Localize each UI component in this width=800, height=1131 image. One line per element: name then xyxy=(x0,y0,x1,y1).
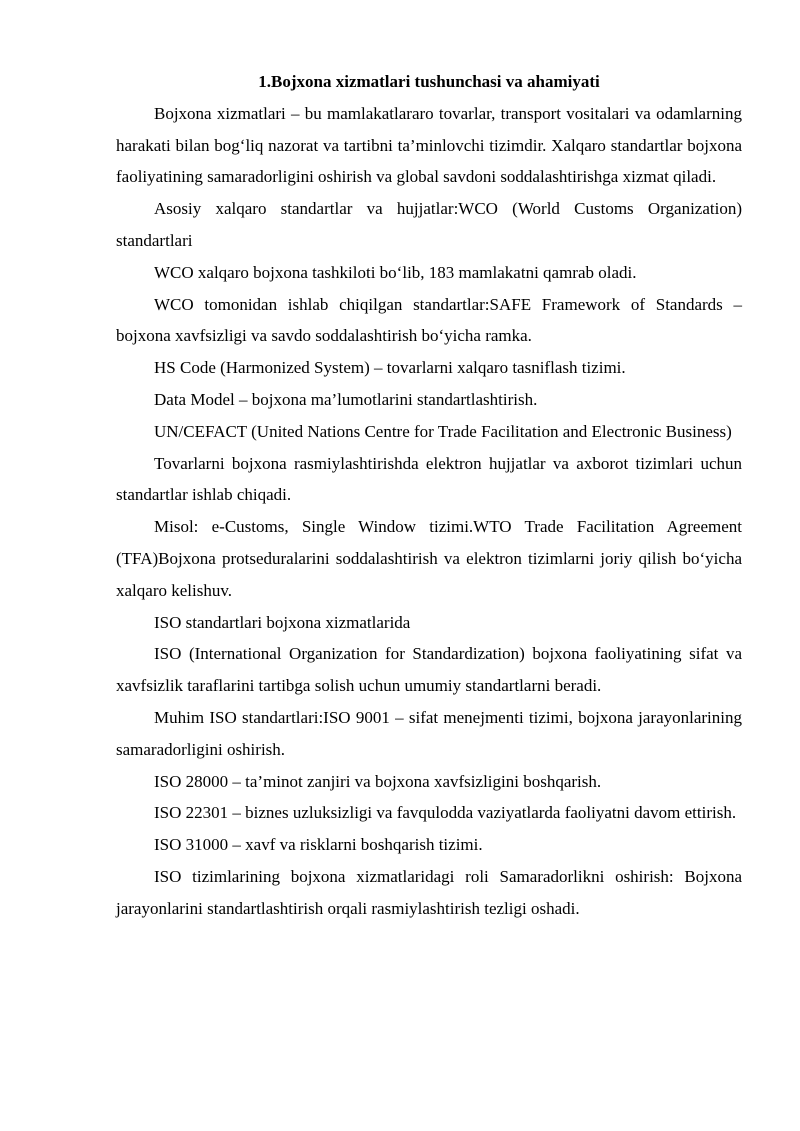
paragraph-iso-31000: ISO 31000 – xavf va risklarni boshqarish tizimi. xyxy=(154,835,483,855)
paragraph-electronic-documents: Tovarlarni bojxona rasmiylashtirishda elektron hujjatlar va axborot tizimlari uchun standartlar ishlab chiqadi. xyxy=(116,453,742,505)
paragraph-example-wto: Misol: e-Customs, Single Window tizimi.WTO Trade Facilitation Agreement (TFA)Bojxona protseduralarini soddalashtirish va elektron tizimlarni joriy qilish bo‘yicha xalqaro kelishuv. xyxy=(116,517,742,600)
paragraph-iso-heading: ISO standartlari bojxona xizmatlarida xyxy=(154,612,411,632)
paragraph-main-standards: Asosiy xalqaro standartlar va hujjatlar:WCO (World Customs Organization) standartlari xyxy=(116,199,742,250)
paragraph-data-model: Data Model – bojxona ma’lumotlarini standartlashtirish. xyxy=(154,389,538,409)
paragraph-iso-9001: Muhim ISO standartlari:ISO 9001 – sifat menejmenti tizimi, bojxona jarayonlarining samaradorligini oshirish. xyxy=(116,707,742,759)
document-body xyxy=(116,66,742,925)
paragraph-iso-role: ISO tizimlarining bojxona xizmatlaridagi roli Samaradorlikni oshirish: Bojxona jarayonlarini standartlashtirish orqali rasmiylashtirish tezligi oshadi. xyxy=(116,866,742,918)
section-title: 1.Bojxona xizmatlari tushunchasi va ahamiyati xyxy=(258,72,600,91)
paragraph-iso-22301: ISO 22301 – biznes uzluksizligi va favqulodda vaziyatlarda faoliyatni davom ettirish. xyxy=(154,803,737,823)
paragraph-hs-code: HS Code (Harmonized System) – tovarlarni xalqaro tasniflash tizimi. xyxy=(154,358,626,378)
paragraph-definition: Bojxona xizmatlari – bu mamlakatlararo tovarlar, transport vositalari va odamlarning harakati bilan bog‘liq nazorat va tartibni ta’minlovchi tizimdir. Xalqaro standartlar bojxona faoliyatining samaradorligini oshirish va global savdoni soddalashtirishga xizmat qiladi. xyxy=(116,103,742,187)
paragraph-iso-28000: ISO 28000 – ta’minot zanjiri va bojxona xavfsizligini boshqarish. xyxy=(154,771,602,791)
paragraph-un-cefact: UN/CEFACT (United Nations Centre for Trade Facilitation and Electronic Business) xyxy=(154,421,732,441)
paragraph-iso-description: ISO (International Organization for Standardization) bojxona faoliyatining sifat va xavfsizlik taraflarini tartibga solish uchun umumiy standartlarni beradi. xyxy=(116,644,742,696)
paragraph-wco: WCO xalqaro bojxona tashkiloti bo‘lib, 183 mamlakatni qamrab oladi. xyxy=(154,262,637,282)
paragraph-wco-safe: WCO tomonidan ishlab chiqilgan standartlar:SAFE Framework of Standards – bojxona xavfsizligi va savdo soddalashtirish bo‘yicha ramka. xyxy=(116,294,742,346)
